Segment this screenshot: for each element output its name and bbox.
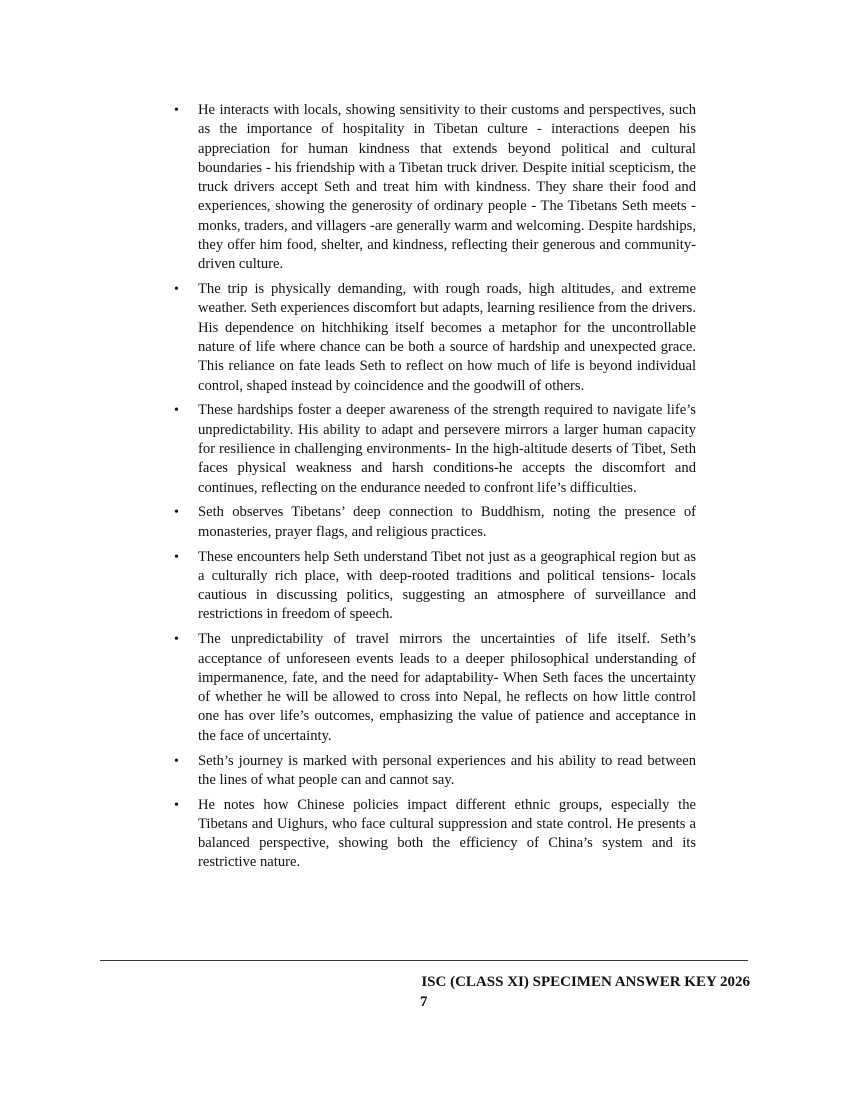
list-item bbox=[172, 548, 696, 625]
bullet-text: The unpredictability of travel mirrors the uncertainties of life itself. Seth’s acceptance of unforeseen events leads to a deeper philosophical understanding of impermanence, fate, and the need for adaptability- When Seth faces the uncertainty of whether he will be allowed to cross into Nepal, he reflects on how little control one has over life’s outcomes, emphasizing the value of patience and acceptance in the face of uncertainty. bbox=[198, 631, 696, 744]
list-item bbox=[172, 752, 696, 791]
bullet-text: Seth’s journey is marked with personal experiences and his ability to read between the lines of what people can and cannot say. bbox=[198, 752, 696, 788]
page-number: 7 bbox=[420, 994, 428, 1010]
list-item bbox=[172, 280, 696, 396]
bullet-icon: • bbox=[174, 753, 179, 769]
bullet-text: He notes how Chinese policies impact different ethnic groups, especially the Tibetans and Uighurs, who face cultural suppression and state control. He presents a balanced perspective, showing both the efficiency of China’s system and its restrictive nature. bbox=[198, 796, 696, 871]
bullet-icon: • bbox=[174, 282, 179, 298]
bullet-icon: • bbox=[174, 632, 179, 648]
bullet-icon: • bbox=[174, 103, 179, 118]
bullet-icon: • bbox=[174, 505, 179, 521]
footer-divider bbox=[100, 960, 748, 961]
bullet-text: These hardships foster a deeper awareness of the strength required to navigate life’s unpredictability. His ability to adapt and persevere mirrors a larger human capacity for resilience in challenging environments- In the high-altitude deserts of Tibet, Seth faces physical weakness and harsh conditions-he accepts the discomfort and continues, reflecting on the endurance needed to confront life’s difficulties. bbox=[198, 402, 696, 496]
answer-content bbox=[172, 101, 696, 878]
list-item bbox=[172, 401, 696, 497]
bullet-icon: • bbox=[174, 403, 179, 419]
bullet-icon: • bbox=[174, 797, 179, 813]
bullet-text: Seth observes Tibetans’ deep connection to Buddhism, noting the presence of monasteries, prayer flags, and religious practices. bbox=[198, 504, 696, 540]
list-item bbox=[172, 503, 696, 542]
bullet-text: The trip is physically demanding, with rough roads, high altitudes, and extreme weather. Seth experiences discomfort but adapts, learning resilience from the drivers. His dependence on hitchhiking itself becomes a metaphor for the uncontrollable nature of life where chance can be both a source of hardship and unexpected grace. This reliance on fate leads Seth to reflect on how much of life is beyond individual control, shaped instead by coincidence and the goodwill of others. bbox=[198, 281, 696, 394]
list-item bbox=[172, 101, 696, 275]
bullet-text: He interacts with locals, showing sensitivity to their customs and perspectives, such as the importance of hospitality in Tibetan culture - interactions deepen his appreciation for human kindness that extends beyond political and cultural boundaries - his friendship with a Tibetan truck driver. Despite initial scepticism, the truck drivers accept Seth and treat him with kindness. They share their food and experiences, showing the generosity of ordinary people - The Tibetans Seth meets -monks, traders, and villagers -are generally warm and welcoming. Despite hardships, they offer him food, shelter, and kindness, reflecting their generous and community-driven culture. bbox=[198, 102, 696, 273]
list-item bbox=[172, 630, 696, 746]
bullet-text: These encounters help Seth understand Tibet not just as a geographical region but as a culturally rich place, with deep-rooted traditions and political tensions- locals cautious in discussing politics, suggesting an atmosphere of surveillance and restrictions in freedom of speech. bbox=[198, 548, 696, 623]
footer-title: ISC (CLASS XI) SPECIMEN ANSWER KEY 2026 bbox=[421, 974, 750, 990]
bullet-icon: • bbox=[174, 549, 179, 565]
bullet-list bbox=[172, 101, 696, 873]
list-item bbox=[172, 796, 696, 873]
